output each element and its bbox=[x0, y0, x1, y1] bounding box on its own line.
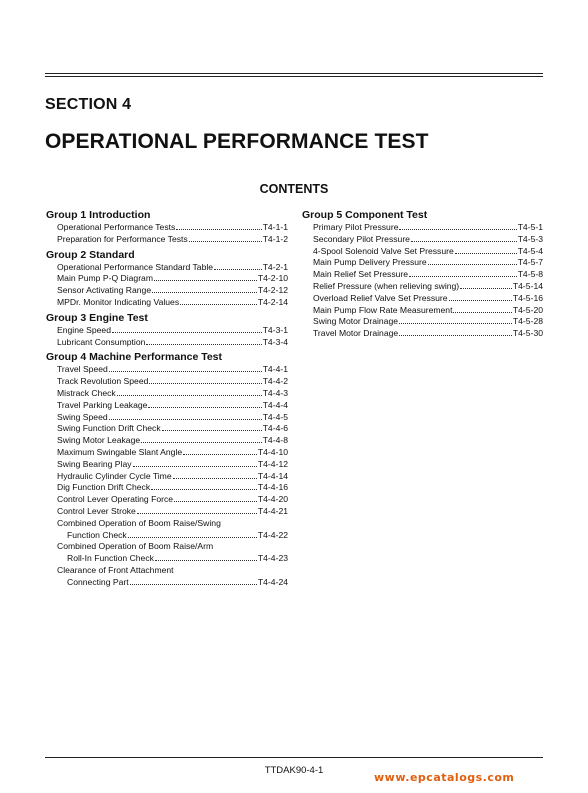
toc-leader-dots bbox=[149, 376, 261, 384]
toc-page-number: T4-5-1 bbox=[517, 222, 543, 232]
toc-group-title: Group 4 Machine Performance Test bbox=[46, 351, 223, 364]
toc-leader-dots bbox=[155, 553, 257, 561]
toc-entry-title: Lubricant Consumption bbox=[57, 336, 146, 347]
toc-entry[interactable] bbox=[46, 376, 288, 388]
toc-leader-dots bbox=[174, 494, 257, 502]
toc-entry[interactable] bbox=[302, 328, 543, 340]
toc-right-column bbox=[302, 208, 543, 342]
toc-entry-title: Swing Function Drift Check bbox=[57, 423, 161, 434]
toc-group-title: Group 5 Component Test bbox=[302, 209, 428, 221]
toc-page-number: T4-1-1 bbox=[262, 222, 288, 232]
toc-entry-title: Swing Bearing Play bbox=[57, 458, 132, 469]
toc-entry[interactable] bbox=[46, 553, 288, 565]
toc-leader-dots bbox=[399, 328, 512, 336]
toc-entry-title: Connecting Part bbox=[67, 576, 129, 587]
toc-entry[interactable] bbox=[302, 222, 543, 234]
toc-page-number: T4-3-1 bbox=[262, 324, 288, 335]
toc-page-number: T4-5-7 bbox=[517, 257, 543, 268]
toc-page-number: T4-4-8 bbox=[262, 435, 288, 446]
toc-page-number: T4-4-22 bbox=[257, 529, 288, 540]
toc-page-number: T4-4-21 bbox=[257, 505, 288, 516]
section-label: SECTION 4 bbox=[45, 96, 132, 113]
toc-entry-first-line[interactable]: Clearance of Front Attachment bbox=[57, 564, 174, 575]
toc-page-number: T4-4-24 bbox=[257, 576, 288, 587]
toc-entry[interactable] bbox=[302, 246, 543, 258]
toc-leader-dots bbox=[133, 459, 257, 467]
toc-leader-dots bbox=[455, 246, 517, 254]
toc-page-number: T4-4-1 bbox=[262, 364, 288, 375]
header-rule-top bbox=[45, 73, 543, 74]
toc-page-number: T4-5-28 bbox=[512, 316, 543, 327]
toc-group bbox=[46, 350, 288, 588]
footer-rule bbox=[45, 757, 543, 758]
toc-entry-title: Maximum Swingable Slant Angle bbox=[57, 446, 183, 457]
toc-entry-title: Secondary Pilot Pressure bbox=[313, 233, 410, 244]
toc-page-number: T4-5-3 bbox=[517, 233, 543, 244]
toc-leader-dots bbox=[449, 293, 512, 301]
toc-page-number: T4-4-6 bbox=[262, 423, 288, 434]
toc-entry[interactable] bbox=[46, 577, 288, 589]
toc-page-number: T4-4-4 bbox=[262, 399, 288, 410]
toc-page-number: T4-2-12 bbox=[257, 285, 288, 296]
toc-entry[interactable] bbox=[302, 269, 543, 281]
toc-leader-dots bbox=[411, 234, 517, 242]
toc-entry[interactable] bbox=[46, 506, 288, 518]
toc-leader-dots bbox=[460, 281, 512, 289]
toc-entry-title: Main Pump Delivery Pressure bbox=[313, 257, 427, 268]
toc-entry-title: Function Check bbox=[67, 529, 127, 540]
toc-leader-dots bbox=[109, 364, 262, 372]
toc-page-number: T4-2-10 bbox=[257, 273, 288, 284]
toc-page-number: T4-5-14 bbox=[512, 280, 543, 291]
toc-page-number: T4-5-4 bbox=[517, 245, 543, 256]
toc-entry[interactable] bbox=[46, 234, 288, 246]
toc-leader-dots bbox=[109, 412, 262, 420]
toc-group-title: Group 3 Engine Test bbox=[46, 311, 148, 324]
toc-page-number: T4-4-2 bbox=[262, 376, 288, 387]
toc-entry-title: Mistrack Check bbox=[57, 387, 116, 398]
toc-entry-title: Overload Relief Valve Set Pressure bbox=[313, 292, 448, 303]
toc-entry[interactable] bbox=[302, 316, 543, 328]
toc-entry[interactable] bbox=[46, 412, 288, 424]
document-code: TTDAK90-4-1 bbox=[264, 765, 324, 776]
toc-leader-dots bbox=[180, 297, 257, 305]
toc-page-number: T4-5-16 bbox=[512, 292, 543, 303]
toc-entry-title: Main Relief Set Pressure bbox=[313, 269, 409, 280]
toc-entry-title: Roll-In Function Check bbox=[67, 553, 154, 564]
toc-page-number: T4-4-12 bbox=[257, 458, 288, 469]
toc-entry-title: Main Pump P-Q Diagram bbox=[57, 273, 153, 284]
toc-entry-title: Operational Performance Standard Table bbox=[57, 261, 214, 272]
toc-entry[interactable] bbox=[46, 471, 288, 483]
toc-leader-dots bbox=[141, 435, 262, 443]
toc-leader-dots bbox=[162, 423, 262, 431]
toc-entry-title: Swing Motor Leakage bbox=[57, 435, 141, 446]
toc-leader-dots bbox=[399, 222, 516, 230]
toc-entry[interactable] bbox=[46, 530, 288, 542]
toc-entry[interactable] bbox=[46, 423, 288, 435]
toc-left-column bbox=[46, 208, 288, 591]
section-title: OPERATIONAL PERFORMANCE TEST bbox=[45, 130, 429, 153]
toc-entry-title: Dig Function Drift Check bbox=[57, 482, 151, 493]
toc-group bbox=[46, 208, 288, 246]
toc-entry-title: MPDr. Monitor Indicating Values bbox=[57, 296, 180, 307]
toc-leader-dots bbox=[148, 400, 261, 408]
toc-group bbox=[46, 248, 288, 309]
toc-entry[interactable] bbox=[46, 435, 288, 447]
toc-entry-title: Engine Speed bbox=[57, 324, 111, 335]
toc-page-number: T4-4-16 bbox=[257, 482, 288, 493]
toc-leader-dots bbox=[146, 337, 261, 345]
toc-page-number: T4-5-30 bbox=[512, 328, 543, 339]
toc-leader-dots bbox=[428, 257, 517, 265]
toc-leader-dots bbox=[130, 577, 257, 585]
toc-group-title: Group 1 Introduction bbox=[46, 209, 151, 221]
toc-page-number: T4-2-14 bbox=[257, 296, 288, 307]
toc-entry[interactable] bbox=[46, 297, 288, 309]
toc-page-number: T4-4-20 bbox=[257, 494, 288, 505]
toc-leader-dots bbox=[453, 305, 511, 313]
toc-page-number: T4-3-4 bbox=[262, 336, 288, 347]
toc-leader-dots bbox=[409, 269, 517, 277]
toc-entry[interactable] bbox=[46, 337, 288, 349]
toc-entry-title: Sensor Activating Range bbox=[57, 285, 152, 296]
toc-page-number: T4-4-5 bbox=[262, 411, 288, 422]
toc-entry-title: Hydraulic Cylinder Cycle Time bbox=[57, 470, 172, 481]
toc-entry-title: Travel Motor Drainage bbox=[313, 328, 399, 339]
toc-leader-dots bbox=[189, 234, 262, 242]
toc-entry-title: Swing Speed bbox=[57, 411, 108, 422]
toc-page-number: T4-4-23 bbox=[257, 553, 288, 564]
toc-entry[interactable] bbox=[46, 364, 288, 376]
toc-entry[interactable] bbox=[302, 257, 543, 269]
toc-entry-title: Operational Performance Tests bbox=[57, 222, 176, 232]
toc-page-number: T4-1-2 bbox=[262, 233, 288, 244]
toc-entry[interactable] bbox=[46, 447, 288, 459]
watermark: www.epcatalogs.com bbox=[374, 771, 515, 784]
toc-page-number: T4-4-14 bbox=[257, 470, 288, 481]
toc-page-number: T4-5-8 bbox=[517, 269, 543, 280]
toc-entry[interactable] bbox=[302, 305, 543, 317]
toc-leader-dots bbox=[137, 506, 257, 514]
toc-entry[interactable] bbox=[46, 273, 288, 285]
toc-leader-dots bbox=[151, 482, 257, 490]
toc-entry[interactable] bbox=[46, 482, 288, 494]
toc-entry[interactable] bbox=[46, 459, 288, 471]
toc-leader-dots bbox=[173, 471, 257, 479]
toc-page-number: T4-4-10 bbox=[257, 446, 288, 457]
toc-group bbox=[46, 311, 288, 349]
toc-entry[interactable] bbox=[302, 281, 543, 293]
toc-entry-title: Main Pump Flow Rate Measurement bbox=[313, 304, 453, 315]
toc-leader-dots bbox=[154, 273, 257, 281]
toc-entry[interactable] bbox=[302, 234, 543, 246]
toc-entry[interactable] bbox=[46, 262, 288, 274]
toc-leader-dots bbox=[152, 285, 257, 293]
toc-entry-title: Preparation for Performance Tests bbox=[57, 233, 188, 244]
toc-leader-dots bbox=[399, 316, 512, 324]
toc-group-title: Group 2 Standard bbox=[46, 248, 135, 261]
toc-page-number: T4-2-1 bbox=[262, 261, 288, 272]
toc-entry[interactable] bbox=[46, 400, 288, 412]
toc-entry-title: 4-Spool Solenoid Valve Set Pressure bbox=[313, 245, 454, 256]
contents-heading: CONTENTS bbox=[259, 182, 329, 196]
toc-leader-dots bbox=[183, 447, 257, 455]
toc-leader-dots bbox=[128, 530, 257, 538]
toc-page-number: T4-5-20 bbox=[512, 304, 543, 315]
header-rule-bottom bbox=[45, 76, 543, 77]
toc-entry-title: Control Lever Operating Force bbox=[57, 494, 174, 505]
toc-leader-dots bbox=[112, 325, 262, 333]
toc-entry[interactable] bbox=[46, 388, 288, 400]
toc-leader-dots bbox=[117, 388, 262, 396]
toc-entry[interactable] bbox=[302, 293, 543, 305]
toc-leader-dots bbox=[214, 262, 262, 270]
toc-entry-first-line[interactable]: Combined Operation of Boom Raise/Swing bbox=[57, 517, 221, 528]
toc-leader-dots bbox=[176, 222, 261, 230]
toc-entry-title: Primary Pilot Pressure bbox=[313, 222, 399, 232]
toc-entry[interactable] bbox=[46, 285, 288, 297]
toc-group bbox=[302, 208, 543, 340]
toc-entry-title: Track Revolution Speed bbox=[57, 376, 149, 387]
toc-entry[interactable] bbox=[46, 325, 288, 337]
toc-entry-title: Travel Parking Leakage bbox=[57, 399, 148, 410]
toc-entry-title: Control Lever Stroke bbox=[57, 505, 136, 516]
toc-entry[interactable] bbox=[46, 222, 288, 234]
toc-entry-first-line[interactable]: Combined Operation of Boom Raise/Arm bbox=[57, 541, 214, 552]
toc-entry-title: Relief Pressure (when relieving swing) bbox=[313, 280, 460, 291]
toc-entry-title: Travel Speed bbox=[57, 364, 108, 375]
toc-page-number: T4-4-3 bbox=[262, 387, 288, 398]
toc-entry-title: Swing Motor Drainage bbox=[313, 316, 399, 327]
toc-entry[interactable] bbox=[46, 494, 288, 506]
